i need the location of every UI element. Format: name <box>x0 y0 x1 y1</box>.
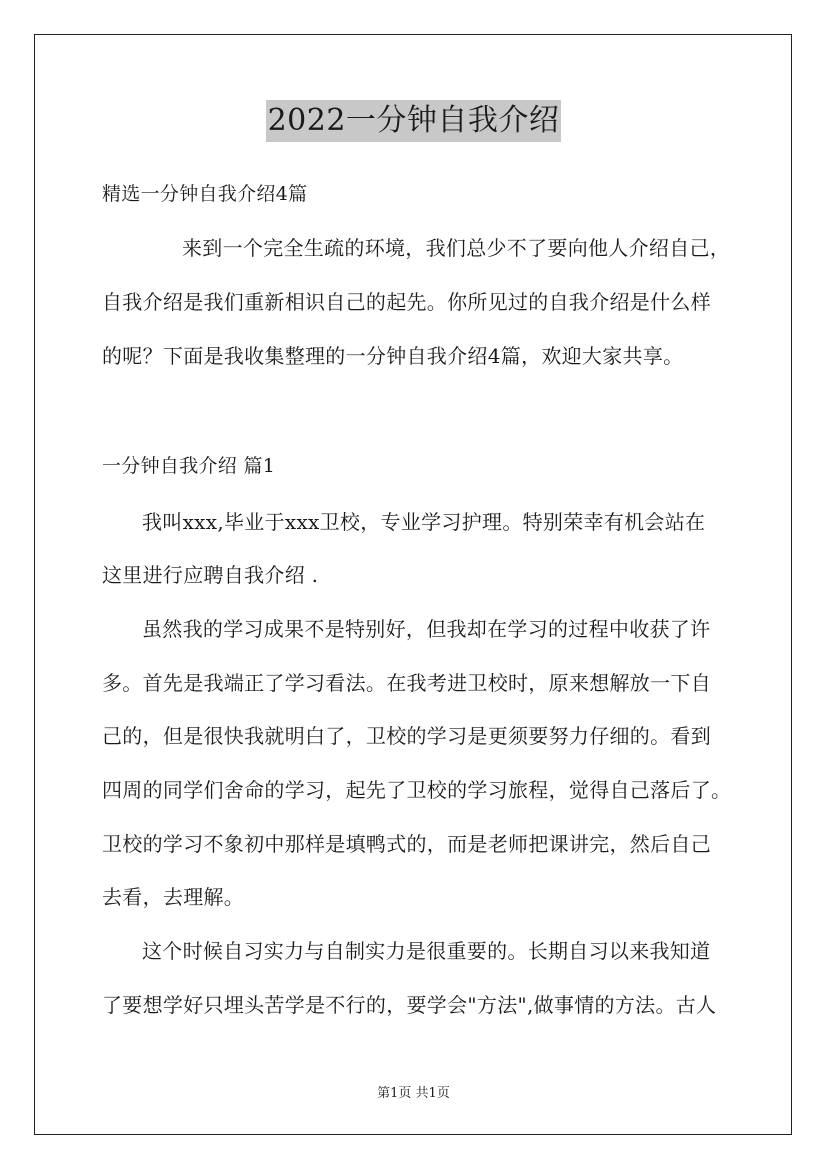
paragraph-line: 卫校的学习不象初中那样是填鸭式的，而是老师把课讲完，然后自己 <box>102 832 711 856</box>
paragraph-line: 四周的同学们舍命的学习，起先了卫校的学习旅程，觉得自己落后了。 <box>102 778 732 802</box>
document-subtitle: 精选一分钟自我介绍4篇 <box>102 183 308 205</box>
paragraph-line: 虽然我的学习成果不是特别好，但我却在学习的过程中收获了许 <box>142 617 711 641</box>
paragraph-line: 这里进行应聘自我介绍 . <box>102 563 319 587</box>
paragraph-line: 这个时候自习实力与自制实力是很重要的。长期自习以来我知道 <box>142 939 711 963</box>
paragraph-line: 我叫xxx,毕业于xxx卫校，专业学习护理。特别荣幸有机会站在 <box>142 510 706 534</box>
paragraph-line: 去看，去理解。 <box>102 885 245 909</box>
paragraph-line: 多。首先是我端正了学习看法。在我考进卫校时，原来想解放一下自 <box>102 671 711 695</box>
paragraph-line: 的呢？下面是我收集整理的一分钟自我介绍4篇，欢迎大家共享。 <box>102 344 684 368</box>
section-heading: 一分钟自我介绍 篇1 <box>102 455 276 477</box>
paragraph-line: 己的，但是很快我就明白了，卫校的学习是更须要努力仔细的。看到 <box>102 724 711 748</box>
paragraph-line: 自我介绍是我们重新相识自己的起先。你所见过的自我介绍是什么样 <box>102 290 711 314</box>
document-title: 2022一分钟自我介绍 <box>266 100 562 142</box>
page-footer: 第1页 共1页 <box>377 1086 450 1101</box>
title-container <box>0 100 827 142</box>
paragraph-line: 来到一个完全生疏的环境，我们总少不了要向他人介绍自己， <box>182 236 731 260</box>
paragraph-line: 了要想学好只埋头苦学是不行的，要学会"方法",做事情的方法。古人 <box>102 993 717 1017</box>
